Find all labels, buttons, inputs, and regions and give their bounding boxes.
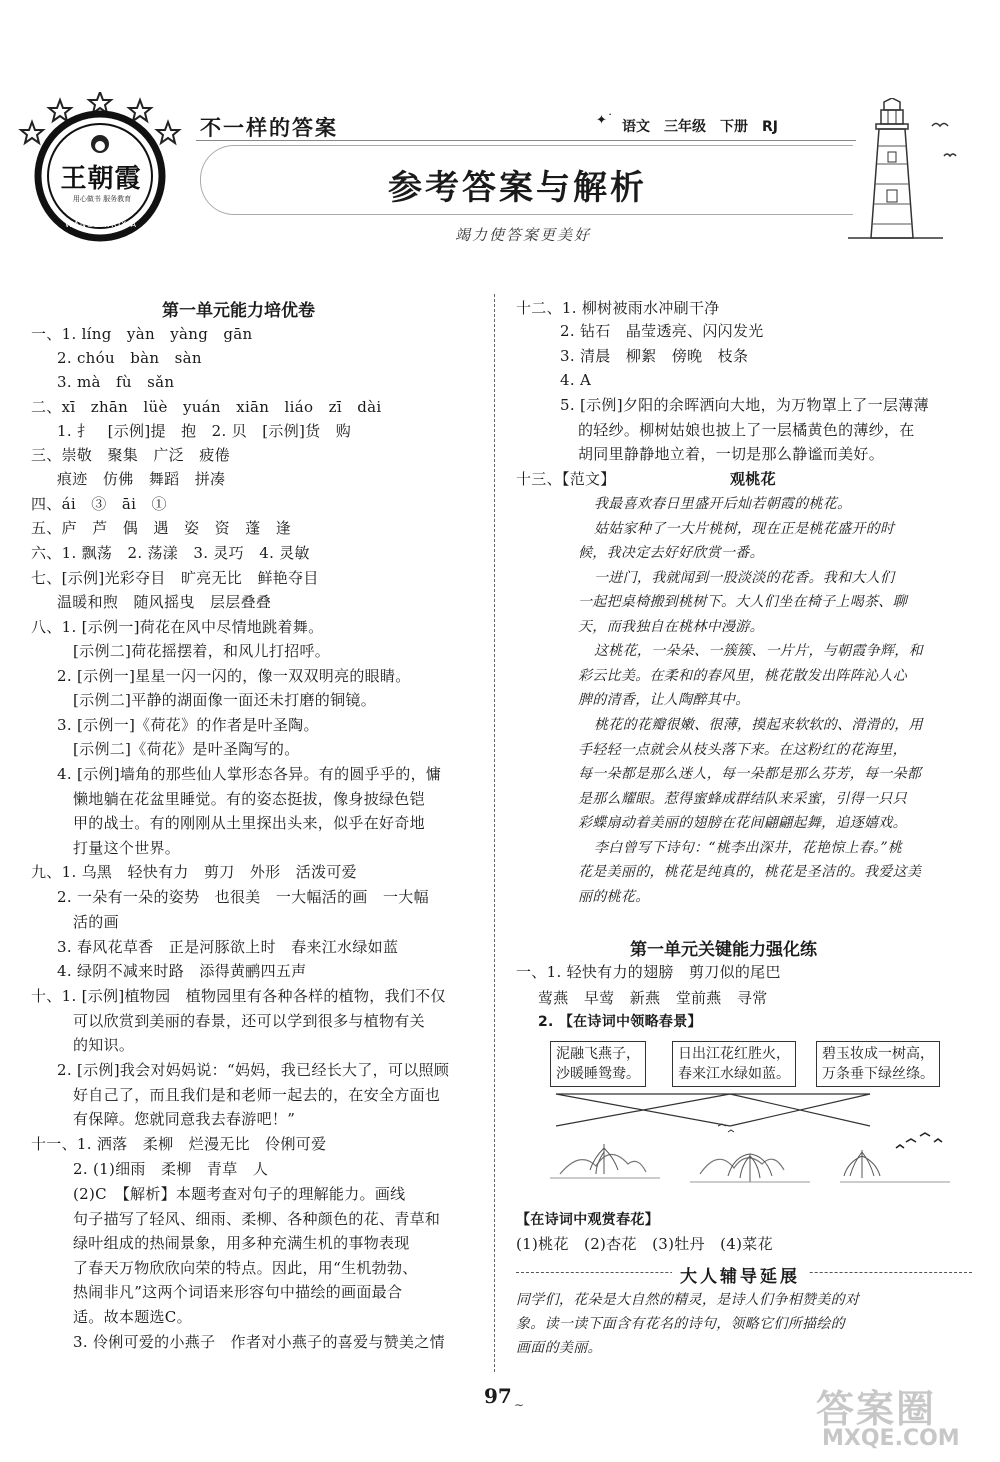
extension-line: 同学们，花朵是大自然的精灵，是诗人们争相赞美的对 [516,1292,860,1308]
essay-line: 我最喜欢春日里盛开后灿若朝霞的桃花。 [594,496,852,512]
answer-line: 八、1. [示例一]荷花在风中尽情地跳着舞。 [31,618,324,636]
essay-line: 一进门，我就闻到一股淡淡的花香。我和大人们 [594,570,895,586]
answer-line: 十二、1. 柳树被雨水冲刷干净 [516,299,720,317]
answer-line: 【在诗词中观赏春花】 [516,1212,659,1228]
poem-line: 万条垂下绿丝绦。 [822,1066,934,1082]
answer-line: 好自己了，而且我们是和老师一起去的，在安全方面也 [73,1086,441,1104]
essay-line: 花是美丽的，桃花是纯真的，桃花是圣洁的。我爱这美 [578,864,922,880]
answer-line: 适。故本题选C。 [73,1308,192,1326]
answer-line: 2. 【在诗词中领略春景】 [538,1014,702,1030]
essay-title: 观桃花 [730,470,776,488]
poem-box [672,1041,796,1087]
answer-line: 懒地躺在花盆里睡觉。有的姿态挺拔，像身披绿色铠 [73,790,425,808]
page-subtitle: 竭力使答案更美好 [455,226,592,244]
essay-line: 桃花的花瓣很嫩、很薄，摸起来软软的、滑滑的，用 [594,717,923,733]
page-number: 97 [484,1384,512,1408]
watermark [780,1378,990,1458]
extension-line: 画面的美丽。 [516,1340,602,1356]
answer-line: 痕迹 仿佛 舞蹈 拼凑 [57,470,226,488]
logo-ring-text: WANGZHAOXIA [64,220,138,229]
poem-box [816,1041,940,1087]
header-subject-info: 语文 三年级 下册 RJ [622,119,778,135]
essay-line: 彩蝶扇动着美丽的翅膀在花间翩翩起舞，追逐嬉戏。 [578,815,907,831]
answer-line: 的知识。 [73,1036,135,1054]
answer-line: 一、1. 轻快有力的翅膀 剪刀似的尾巴 [516,963,781,981]
answer-line: 2. [示例一]星星一闪一闪的，像一双双明亮的眼睛。 [57,667,411,685]
essay-label: 十三、【范文】 [516,470,616,488]
answer-line: 打量这个世界。 [73,839,181,857]
sparkle-icon: ✦˙ [596,113,614,128]
answer-line: 一、1. líng yàn yàng gān [31,325,253,343]
answer-line: 胡同里静静地立着，一切是那么静谧而美好。 [578,445,885,463]
extension-title: 大人辅导延展 [672,1262,808,1287]
answer-line: 三、崇敬 聚集 广泛 疲倦 [31,446,230,464]
answer-line: (1)桃花 (2)杏花 (3)牡丹 (4)菜花 [516,1235,773,1253]
essay-line: 是那么耀眼。惹得蜜蜂成群结队来采蜜，引得一只只 [578,791,907,807]
answer-line: 九、1. 乌黑 轻快有力 剪刀 外形 活泼可爱 [31,863,357,881]
answer-line: 3. 伶俐可爱的小燕子 作者对小燕子的喜爱与赞美之情 [73,1333,445,1351]
watermark-url: MXQE.COM [822,1426,960,1451]
essay-line: 彩云比美。在柔和的春风里，桃花散发出阵阵沁人心 [578,668,907,684]
section2-title: 第一单元关键能力强化练 [630,940,817,960]
answer-line: 3. 春风花草香 正是河豚欲上时 春来江水绿如蓝 [57,938,399,956]
answer-line: 5. [示例]夕阳的余晖洒向大地，为万物罩上了一层薄薄 [560,396,929,414]
essay-line: 一起把桌椅搬到桃树下。大人们坐在椅子上喝茶、聊 [578,594,907,610]
logo-motto: 用心做书 服务教育 [72,195,132,203]
answer-line: 二、xī zhān lüè yuán xiān liáo zī dài [31,398,382,416]
logo-name: 王朝霞 [60,164,142,194]
matching-illustration [550,1090,970,1200]
answer-line: 绿叶组成的热闹景象，用多种充满生机的事物表现 [73,1234,410,1252]
landscape-sketch-icon [550,1090,970,1200]
right-column [494,0,1000,1400]
page-number-flourish: ∼ [514,1398,525,1412]
answer-line: 3. 清晨 柳絮 傍晚 枝条 [560,347,749,365]
essay-line: 手轻轻一点就会从枝头落下来。在这粉红的花海里， [578,742,907,758]
page-title: 参考答案与解析 [388,168,647,208]
answer-line: 2. 一朵有一朵的姿势 也很美 一大幅活的画 一大幅 [57,888,429,906]
answer-line: 十、1. [示例]植物园 植物园里有各种各样的植物，我们不仅 [31,987,446,1005]
answer-line: [示例二]平静的湖面像一面还未打磨的铜镜。 [73,691,377,709]
answer-line: 2. 钻石 晶莹透亮、闪闪发光 [560,322,764,340]
left-section-title: 第一单元能力培优卷 [162,301,315,321]
answer-line: 2. (1)细雨 柔柳 青草 人 [73,1160,269,1178]
poem-line: 日出江花红胜火， [678,1046,790,1062]
answer-line: 十一、1. 洒落 柔柳 烂漫无比 伶俐可爱 [31,1135,327,1153]
answer-line: 热闹非凡”这两个词语来形容句中描绘的画面最合 [73,1283,403,1301]
answer-line: 莺燕 早莺 新燕 堂前燕 寻常 [538,989,768,1007]
poem-line: 泥融飞燕子， [556,1046,640,1062]
watermark-logo: 答案圈 [816,1387,937,1431]
header-tagline: 不一样的答案 [200,116,338,140]
answer-line: 2. [示例]我会对妈妈说：“妈妈，我已经长大了，可以照顾 [57,1061,450,1079]
essay-line: 脾的清香，让人陶醉其中。 [578,692,750,708]
essay-line: 李白曾写下诗句：“桃李出深井，花艳惊上春。”桃 [594,840,903,856]
essay-line: 这桃花，一朵朵、一簇簇、一片片，与朝霞争辉，和 [594,643,923,659]
answer-line: 的轻纱。柳树姑娘也披上了一层橘黄色的薄纱，在 [578,421,915,439]
answer-line: 七、[示例]光彩夺目 旷亮无比 鲜艳夺目 [31,569,319,587]
answer-line: 3. [示例一]《荷花》的作者是叶圣陶。 [57,716,319,734]
answer-line: [示例二]荷花摇摆着，和风儿打招呼。 [73,642,331,660]
answer-line: 甲的战士。有的刚刚从土里探出头来，似乎在好奇地 [73,814,425,832]
answer-line: (2)C 【解析】本题考查对句子的理解能力。画线 [73,1185,406,1203]
answer-line: 了春天万物欣欣向荣的特点。因此，用“生机勃勃、 [73,1259,418,1277]
essay-line: 每一朵都是那么迷人，每一朵都是那么芬芳，每一朵都 [578,766,922,782]
essay-line: 丽的桃花。 [578,889,650,905]
answer-line: 六、1. 飘荡 2. 荡漾 3. 灵巧 4. 灵敏 [31,544,310,562]
essay-line: 候，我决定去好好欣赏一番。 [578,545,764,561]
essay-line: 天，而我独自在桃林中漫游。 [578,619,764,635]
answer-line: 可以欣赏到美丽的春景，还可以学到很多与植物有关 [73,1012,425,1030]
poem-line: 春来江水绿如蓝。 [678,1066,790,1082]
answer-line: 四、ái ③ āi ① [31,495,167,513]
essay-line: 姑姑家种了一大片桃树，现在正是桃花盛开的时 [594,521,895,537]
answer-line: 句子描写了轻风、细雨、柔柳、各种颜色的花、青草和 [73,1210,441,1228]
answer-line: 3. mà fù sǎn [57,373,175,391]
poem-line: 碧玉妆成一树高， [822,1046,934,1062]
left-column [0,0,494,1400]
answer-line: 活的画 [73,913,119,931]
answer-line: 4. [示例]墙角的那些仙人掌形态各异。有的圆乎乎的，慵 [57,765,442,783]
answer-line: 1. 扌 [示例]提 抱 2. 贝 [示例]货 购 [57,422,352,440]
answer-line: 温暖和煦 随风摇曳 层层叠叠 [57,593,272,611]
answer-line: 2. chóu bàn sàn [57,349,202,367]
answer-line: 五、庐 芦 偶 遇 姿 资 蓬 逢 [31,519,292,537]
extension-line: 象。读一读下面含有花名的诗句，领略它们所描绘的 [516,1316,845,1332]
answer-line: 有保障。您就同意我去春游吧！” [73,1110,296,1128]
poem-box [550,1041,646,1087]
poem-line: 沙暖睡鸳鸯。 [556,1066,640,1082]
answer-line: 4. A [560,371,592,389]
answer-line: 4. 绿阴不减来时路 添得黄鹂四五声 [57,962,307,980]
answer-line: [示例二]《荷花》是叶圣陶写的。 [73,740,300,758]
